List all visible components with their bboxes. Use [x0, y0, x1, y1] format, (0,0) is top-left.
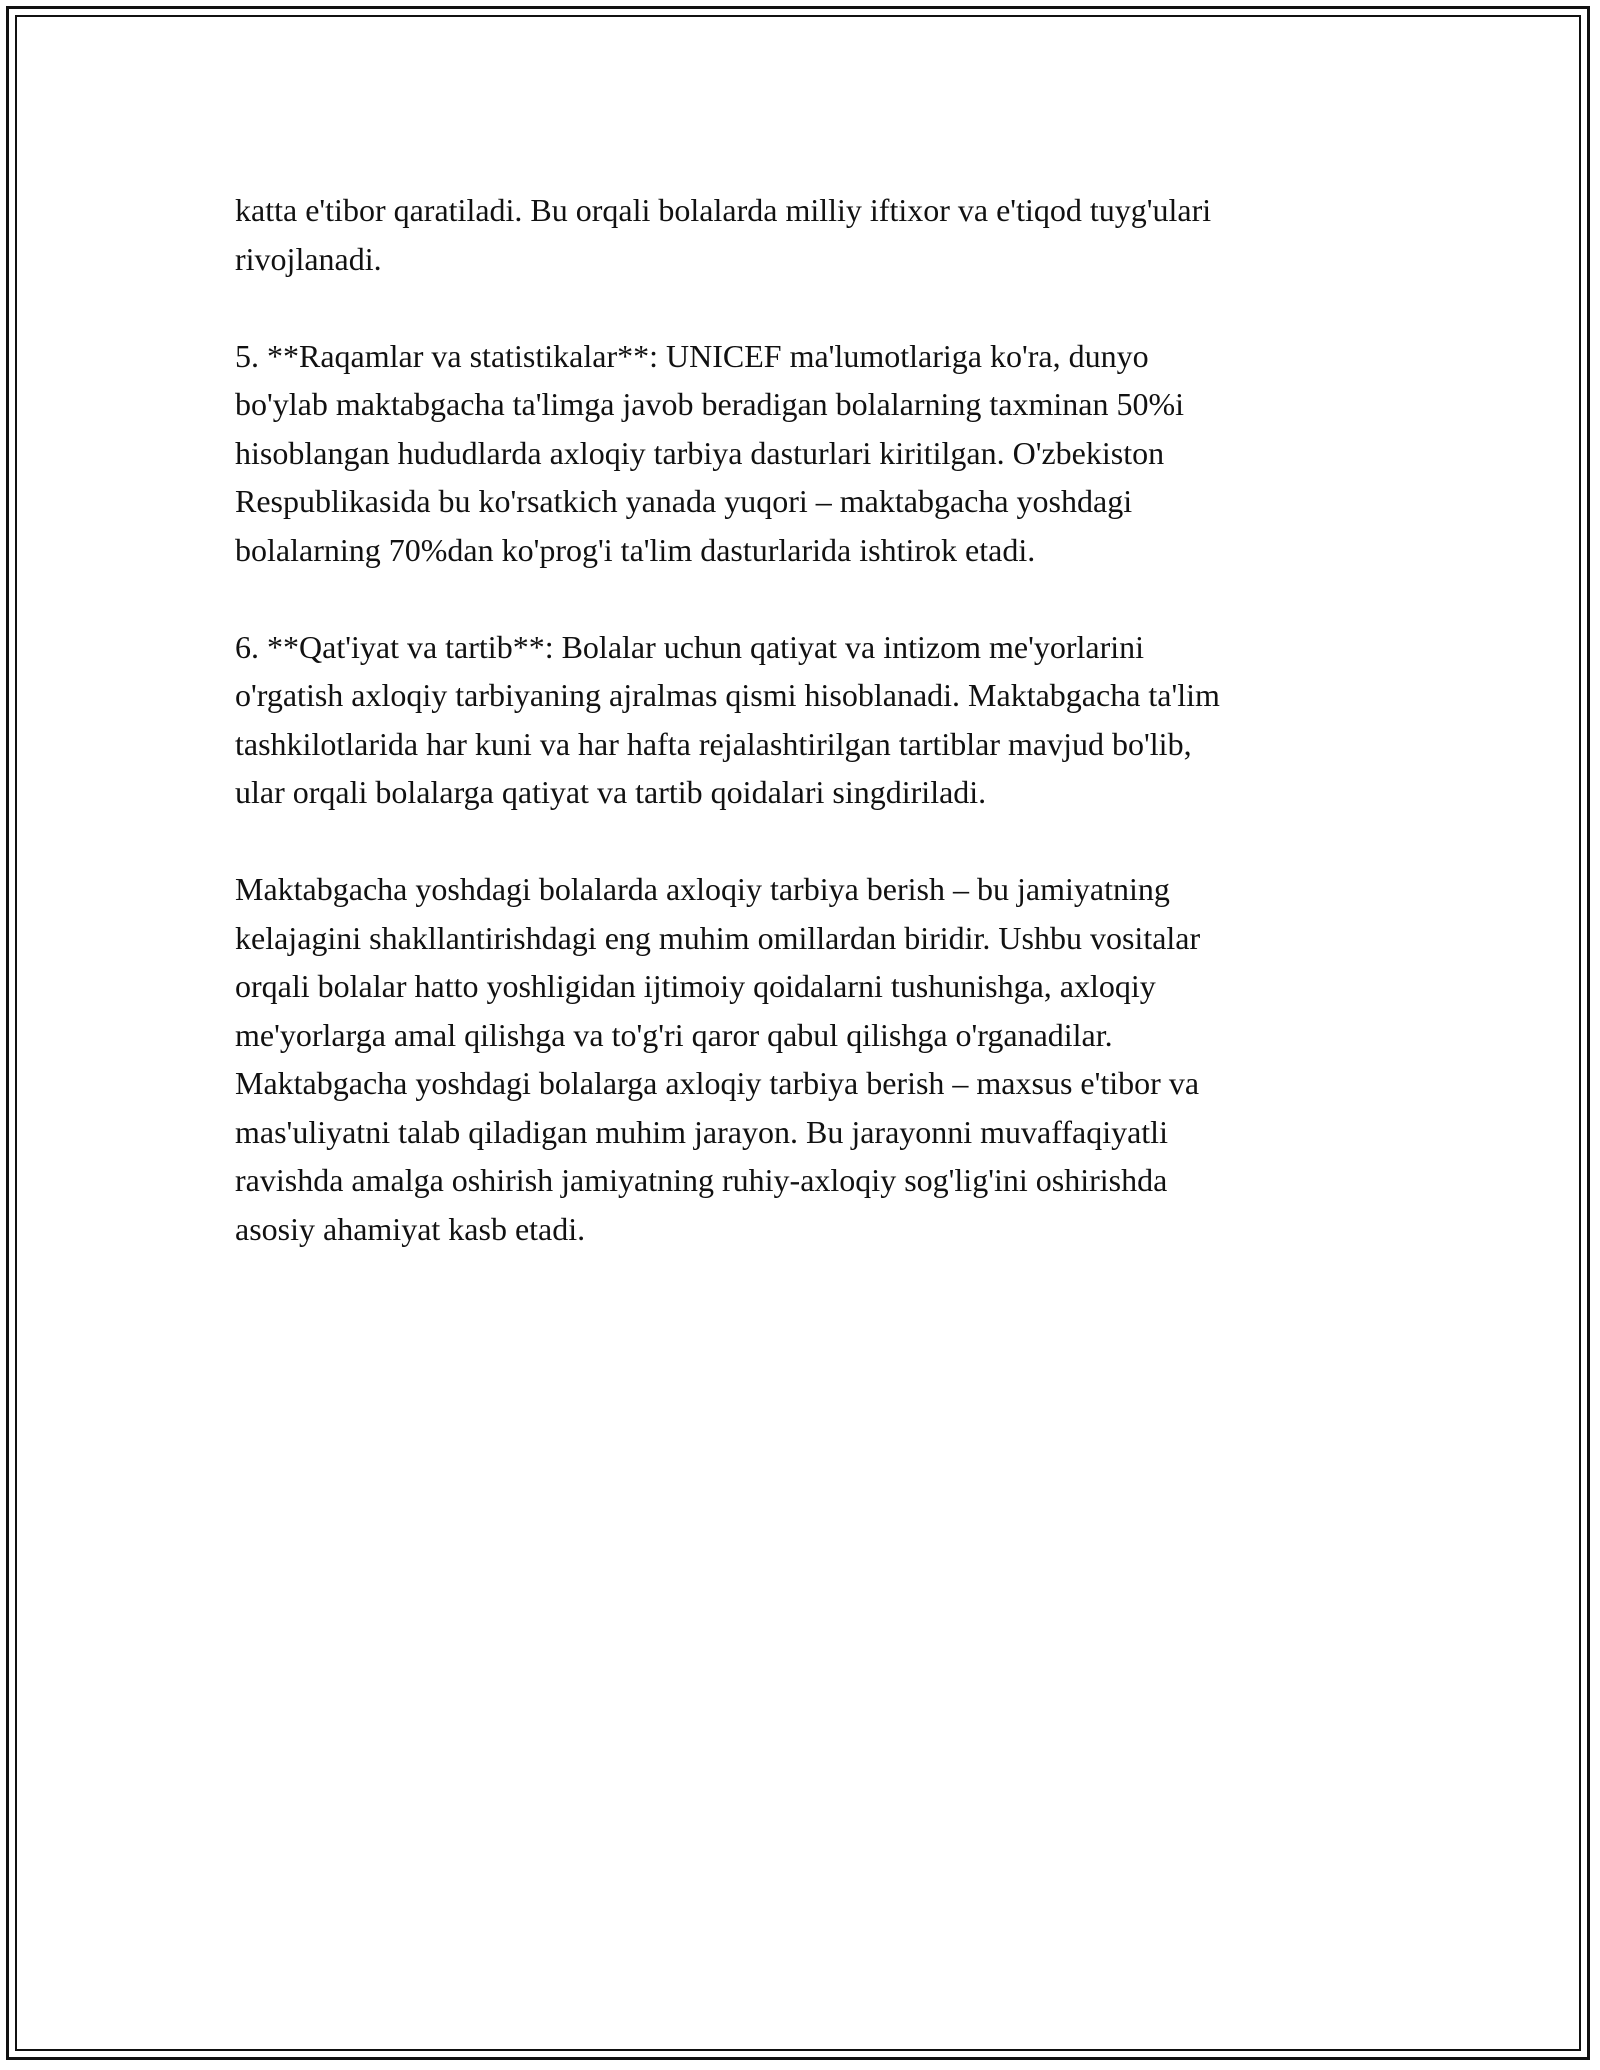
text-line: mas'uliyatni talab qiladigan muhim jarayon. Bu jarayonni muvaffaqiyatli — [235, 1113, 1168, 1150]
text-line: o'rgatish axloqiy tarbiyaning ajralmas qismi hisoblanadi. Maktabgacha ta'lim — [235, 677, 1220, 713]
text-line: 5. **Raqamlar va statistikalar**: UNICEF ma'lumotlariga ko'ra, dunyo — [235, 337, 1149, 374]
text-line: ular orqali bolalarga qatiyat va tartib qoidalari singdiriladi. — [235, 774, 987, 810]
text-line: asosiy ahamiyat kasb etadi. — [235, 1210, 586, 1247]
text-line: Maktabgacha yoshdagi bolalarga axloqiy tarbiya berish – maxsus e'tibor va — [235, 1065, 1200, 1101]
paragraph-continuation — [235, 186, 1385, 283]
paragraph-item-5 — [235, 332, 1385, 575]
text-line: orqali bolalar hatto yoshligidan ijtimoiy qoidalarni tushunishga, axloqiy — [235, 968, 1156, 1004]
text-line: me'yorlarga amal qilishga va to'g'ri qaror qabul qilishga o'rganadilar. — [235, 1016, 1113, 1053]
text-line: tashkilotlarida har kuni va har hafta rejalashtirilgan tartiblar mavjud bo'lib, — [235, 725, 1192, 762]
paragraph-item-6 — [235, 623, 1385, 817]
paragraph-conclusion — [235, 865, 1385, 1253]
document-body — [235, 186, 1385, 1302]
text-line: bo'ylab maktabgacha ta'limga javob beradigan bolalarning taxminan 50%i — [235, 386, 1184, 422]
text-line: bolalarning 70%dan ko'prog'i ta'lim dasturlarida ishtirok etadi. — [235, 531, 1036, 568]
text-line: hisoblangan hududlarda axloqiy tarbiya dasturlari kiritilgan. O'zbekiston — [235, 434, 1165, 471]
text-line: kelajagini shakllantirishdagi eng muhim omillardan biridir. Ushbu vositalar — [235, 919, 1201, 956]
text-line: 6. **Qat'iyat va tartib**: Bolalar uchun qatiyat va intizom me'yorlarini — [235, 628, 1145, 665]
text-line: Maktabgacha yoshdagi bolalarda axloqiy tarbiya berish – bu jamiyatning — [235, 871, 1170, 907]
text-line: katta e'tibor qaratiladi. Bu orqali bolalarda milliy iftixor va e'tiqod tuyg'ulari — [235, 192, 1212, 228]
text-line: Respublikasida bu ko'rsatkich yanada yuqori – maktabgacha yoshdagi — [235, 483, 1133, 519]
text-line: rivojlanadi. — [235, 240, 382, 277]
text-line: ravishda amalga oshirish jamiyatning ruhiy-axloqiy sog'lig'ini oshirishda — [235, 1162, 1168, 1198]
